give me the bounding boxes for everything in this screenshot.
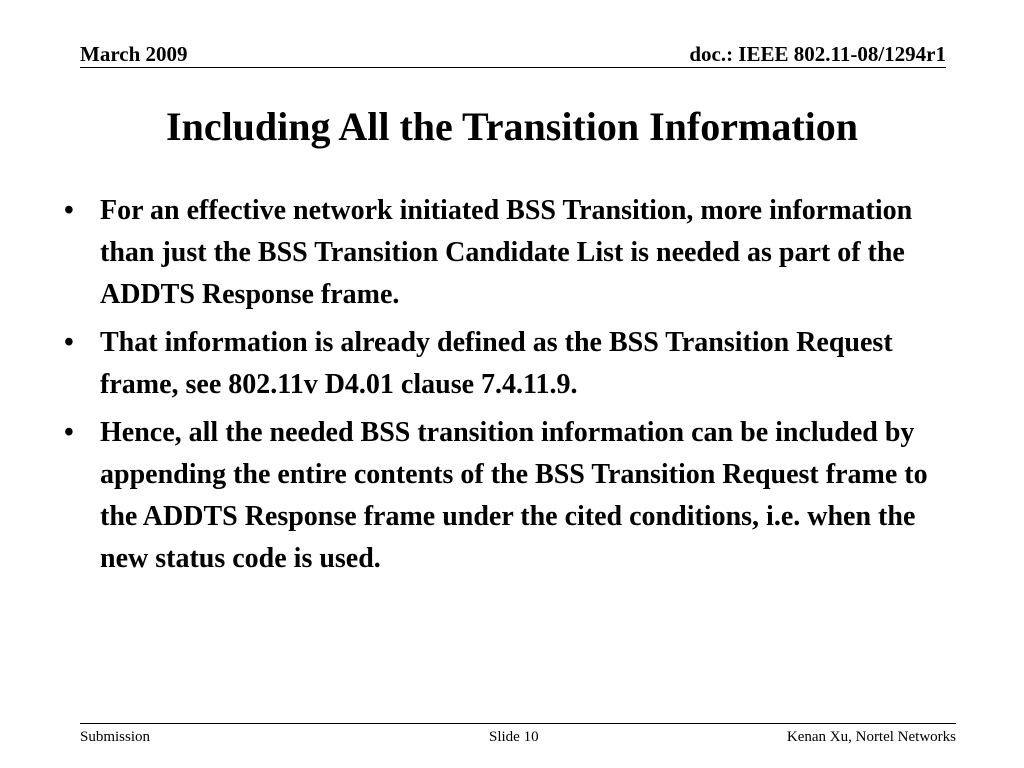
bullet-item <box>64 322 964 406</box>
bullet-marker: • <box>64 417 74 448</box>
footer-divider <box>80 723 956 724</box>
footer-submission: Submission <box>80 729 151 745</box>
bullet-text: Hence, all the needed BSS transition information can be included by appending the entire contents of the BSS Transition Request frame to the ADDTS Response frame under the cited conditions, i.e. when the new status code is used. <box>100 417 928 574</box>
header-date: March 2009 <box>80 42 188 66</box>
bullet-item <box>64 190 964 316</box>
header-divider <box>80 67 946 68</box>
bullet-list <box>64 190 964 586</box>
bullet-marker: • <box>64 327 74 358</box>
bullet-marker: • <box>64 195 74 226</box>
bullet-item <box>64 412 964 580</box>
header-doc-id: doc.: IEEE 802.11-08/1294r1 <box>689 42 946 66</box>
slide-title: Including All the Transition Information <box>166 104 858 149</box>
footer-author: Kenan Xu, Nortel Networks <box>786 729 956 745</box>
footer-slide-number: Slide 10 <box>489 729 539 745</box>
bullet-text: That information is already defined as the BSS Transition Request frame, see 802.11v D4.01 clause 7.4.11.9. <box>100 327 893 400</box>
bullet-text: For an effective network initiated BSS Transition, more information than just the BSS Transition Candidate List is needed as part of the ADDTS Response frame. <box>100 195 913 310</box>
